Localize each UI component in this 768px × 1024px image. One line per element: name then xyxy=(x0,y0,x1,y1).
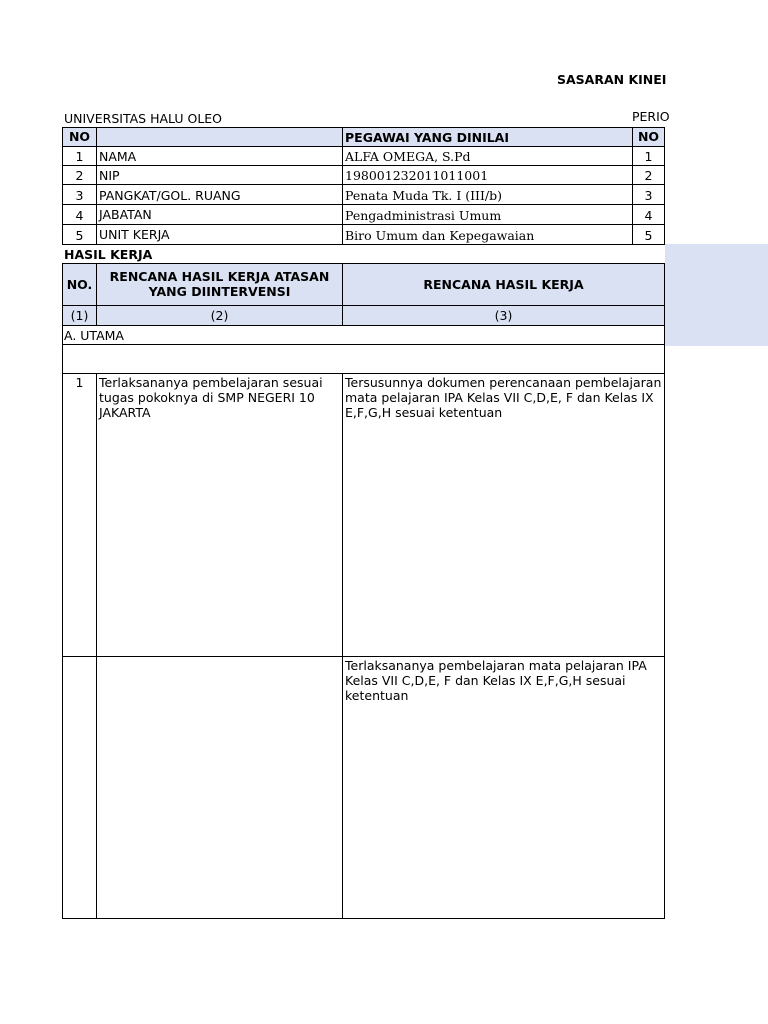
col-field-header xyxy=(96,127,343,147)
row-plan: Tersusunnya dokumen perencanaan pembelajaran mata pelajaran IPA Kelas VII C,D,E, F dan Kelas IX E,F,G,H sesuai ketentuan xyxy=(342,373,665,657)
section-title: HASIL KERJA xyxy=(64,247,153,262)
row-value: Pengadministrasi Umum xyxy=(342,204,633,225)
row-field: NAMA xyxy=(96,146,343,166)
row-value: ALFA OMEGA, S.Pd xyxy=(342,146,633,166)
col-plan-header: RENCANA HASIL KERJA xyxy=(342,263,665,306)
category-label: A. UTAMA xyxy=(64,328,124,343)
col-index-3: (3) xyxy=(342,305,665,326)
row-no-right: 1 xyxy=(632,146,665,166)
row-superior-plan xyxy=(96,656,343,919)
row-field: PANGKAT/GOL. RUANG xyxy=(96,184,343,205)
row-superior-plan: Terlaksananya pembelajaran sesuai tugas pokoknya di SMP NEGERI 10 JAKARTA xyxy=(96,373,343,657)
col-no-header: NO xyxy=(62,127,97,147)
row-no: 2 xyxy=(62,165,97,185)
row-value: 198001232011011001 xyxy=(342,165,633,185)
organization-label: UNIVERSITAS HALU OLEO xyxy=(64,111,223,126)
col-no-right-header: NO xyxy=(632,127,665,147)
col-no-header: NO. xyxy=(62,263,97,306)
row-field: JABATAN xyxy=(96,204,343,225)
period-label: PERIO xyxy=(632,109,670,124)
row-field: NIP xyxy=(96,165,343,185)
row-no-right: 2 xyxy=(632,165,665,185)
category-bottom-border xyxy=(62,344,665,345)
row-no xyxy=(62,656,97,919)
row-no-right: 5 xyxy=(632,224,665,245)
col-index-2: (2) xyxy=(96,305,343,326)
row-value: Penata Muda Tk. I (III/b) xyxy=(342,184,633,205)
row-no: 3 xyxy=(62,184,97,205)
row-no: 5 xyxy=(62,224,97,245)
row-no-right: 3 xyxy=(632,184,665,205)
category-left-border xyxy=(62,325,63,374)
row-field: UNIT KERJA xyxy=(96,224,343,245)
row-no-right: 4 xyxy=(632,204,665,225)
category-right-border xyxy=(664,325,665,374)
col-assessed-header: PEGAWAI YANG DINILAI xyxy=(342,127,633,147)
row-no: 1 xyxy=(62,146,97,166)
col-superior-plan-header: RENCANA HASIL KERJA ATASAN YANG DIINTERVENSI xyxy=(96,263,343,306)
row-no: 1 xyxy=(62,373,97,657)
header-highlight-band xyxy=(665,244,768,346)
row-no: 4 xyxy=(62,204,97,225)
row-plan: Terlaksananya pembelajaran mata pelajaran IPA Kelas VII C,D,E, F dan Kelas IX E,F,G,H sesuai ketentuan xyxy=(342,656,665,919)
row-value: Biro Umum dan Kepegawaian xyxy=(342,224,633,245)
page-title: SASARAN KINEI xyxy=(557,72,667,87)
col-index-1: (1) xyxy=(62,305,97,326)
